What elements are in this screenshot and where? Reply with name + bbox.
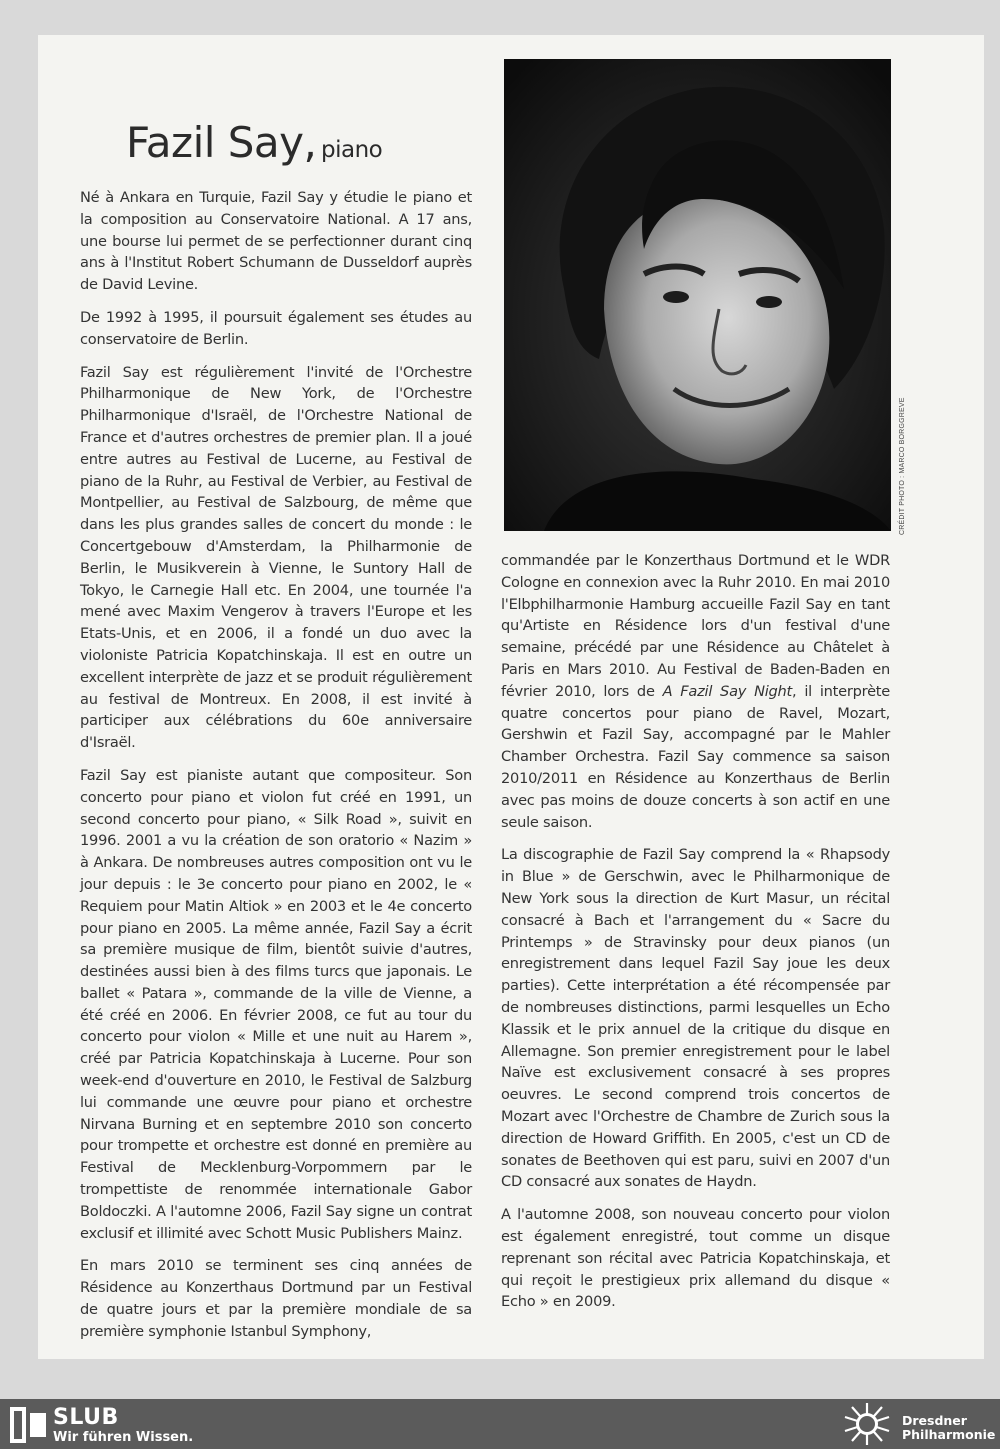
bio-paragraph: La discographie de Fazil Say comprend la « Rhapsody in Blue » de Gerschwin, avec le Philharmonique de New York sous la direction de Kurt Masur, un récital consacré à Bach et l'arrangement du « Sacre du Printemps » de Stravinsky pour deux pianos (un enregistrement dans lequel Fazil Say joue les deux parties). Cette interprétation a été récompensée par de nombreuses distinctions, parmi lesquelles un Echo Klassik et le prix annuel de la critique du disque en Allemagne. Son premier enregistrement pour le label Naïve est exclusivement consacré à ses propres oeuvres. Le second comprend trois concertos de Mozart avec l'Orchestre de Chambre de Zurich sous la direction de Howard Griffith. En 2005, c'est un CD de sonates de Beethoven qui est paru, suivi en 2007 d'un CD consacré aux sonates de Haydn. (501, 846, 890, 1191)
page-title (126, 118, 382, 167)
philharmonie-sun-logo-icon (842, 1401, 892, 1447)
bio-paragraph: A l'automne 2008, son nouveau concerto pour violon est également enregistré, tout comme un disque reprenant son récital avec Patricia Kopatchinskaja, et qui reçoit le prestigieux prix allemand du disque « Echo » en 2009. (501, 1206, 890, 1311)
photo-credit (894, 375, 908, 535)
bio-paragraph (501, 550, 890, 833)
portrait-photo (504, 59, 891, 531)
slub-logo-icon (10, 1407, 46, 1443)
bio-paragraph: Né à Ankara en Turquie, Fazil Say y étudie le piano et la composition au Conservatoire National. A 17 ans, une bourse lui permet de se perfectionner durant cinq ans à l'Institut Robert Schumann de Dusseldorf auprès de David Levine. (80, 189, 472, 294)
paragraph-text: commandée par le Konzerthaus Dortmund et le WDR Cologne en connexion avec la Ruhr 2010. En mai 2010 l'Elbphilharmonie Hamburg accueille Fazil Say en tant qu'Artiste en Résidence lors d'un festival d'une semaine, précédé par une Résidence au Châtelet à Paris en Mars 2010. Au Festival de Baden-Baden en février 2010, lors de (501, 552, 890, 700)
photo-credit-text: CRÉDIT PHOTO : MARCO BORGGREVE (899, 397, 906, 535)
slub-tagline: Wir führen Wissen. (53, 1430, 194, 1445)
bio-paragraph: Fazil Say est régulièrement l'invité de l'Orchestre Philharmonique de New York, de l'Orchestre Philharmonique d'Israël, de l'Orchestre National de France et d'autres orchestres de premier plan. Il a joué entre autres au Festival de Lucerne, au Festival de piano de la Ruhr, au Festival de Verbier, au Festival de Montpellier, au Festival de Salzbourg, de même que dans les plus grandes salles de concert du monde : le Concertgebouw d'Amsterdam, la Philharmonie de Berlin, le Musikverein à Vienne, le Suntory Hall de Tokyo, le Carnegie Hall etc. En 2004, une tournée l'a mené avec Maxim Vengerov à travers l'Europe et les Etats-Unis, et en 2006, il a fondé un duo avec la violoniste Patricia Kopatchinskaja. Il est en outre un excellent interprète de jazz et se produit régulièrement au festival de Montreux. En 2008, il est invité à participer aux célébrations du 60e anniversaire d'Israël. (80, 363, 472, 752)
bio-paragraph: De 1992 à 1995, il poursuit également ses études au conservatoire de Berlin. (80, 308, 472, 348)
left-text-column (80, 187, 472, 1354)
title-role: piano (320, 137, 383, 163)
partner-name-line1: Dresdner (902, 1413, 967, 1428)
paragraph-text: , il interprète quatre concertos pour piano de Ravel, Mozart, Gershwin et Fazil Say, accompagné par le Mahler Chamber Orchestra. Fazil Say commence sa saison 2010/2011 en Résidence au Konzerthaus de Berlin avec pas moins de douze concerts à son actif en une seule saison. (501, 682, 891, 831)
title-name: Fazil Say, (126, 118, 317, 167)
footer-bar (0, 1399, 1000, 1449)
document-page (38, 35, 984, 1359)
bio-paragraph: En mars 2010 se terminent ses cinq années de Résidence au Konzerthaus Dortmund par un Festival de quatre jours et par la première mondiale de sa première symphonie Istanbul Symphony, (80, 1257, 472, 1340)
bio-paragraph: Fazil Say est pianiste autant que compositeur. Son concerto pour piano et violon fut créé en 1991, un second concerto pour piano, « Silk Road », suivit en 1996. 2001 a vu la création de son oratorio « Nazim » à Ankara. De nombreuses autres composition ont vu le jour depuis : le 3e concerto pour piano en 2002, le « Requiem pour Matin Altiok » en 2003 et le 4e concerto pour piano en 2005. La même année, Fazil Say a écrit sa première musique de film, bientôt suivie d'autres, destinées aussi bien à des films turcs que japonais. Le ballet « Patara », commande de la ville de Vienne, a été créé en 2006. En février 2008, ce fut au tour du concerto pour violon « Mille et une nuit au Harem », créé par Patricia Kopatchinskaja à Lucerne. Pour son week-end d'ouverture en 2010, le Festival de Salzburg lui commande une œuvre pour piano et orchestre Nirvana Burning et en septembre 2010 son concerto pour trompette et orchestre est donné en première au Festival de Mecklenburg-Vorpommern par le trompettiste de renommée internationale Gabor Boldoczki. A l'automne 2006, Fazil Say signe un contrat exclusif et illimité avec Schott Music Publishers Mainz. (80, 766, 472, 1242)
right-text-column (501, 550, 890, 1324)
partner-name-line2: Philharmonie (902, 1427, 996, 1442)
portrait-image (504, 59, 891, 531)
event-title-italic: A Fazil Say Night (662, 682, 793, 700)
slub-name: SLUB (53, 1405, 119, 1430)
